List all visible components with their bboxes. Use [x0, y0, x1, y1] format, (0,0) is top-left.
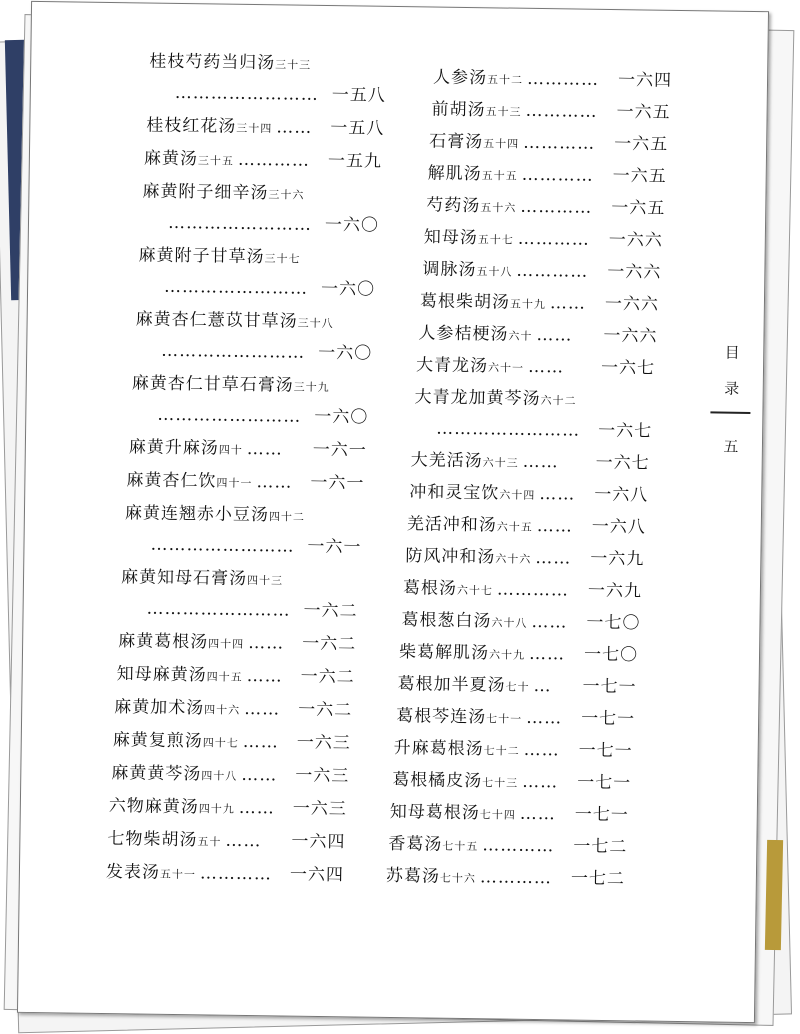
- toc-leader-dots: …………: [199, 863, 273, 885]
- toc-entry: [407, 514, 533, 538]
- toc-leader-dots: ……………………: [167, 212, 313, 235]
- toc-page-number: 一六五: [612, 166, 667, 187]
- toc-entry-title: 知母葛根汤: [389, 801, 480, 824]
- toc-entry-number: 三十三: [275, 58, 312, 72]
- toc-entry-title: 葛根葱白汤: [401, 610, 492, 632]
- toc-leader-dots: ……: [241, 764, 278, 786]
- toc-entry: [149, 52, 311, 76]
- toc-entry: [394, 738, 520, 762]
- toc-entry: [429, 131, 519, 154]
- toc-entry-number: 三十八: [297, 316, 334, 331]
- margin-section-title: [717, 338, 748, 404]
- toc-page-number: 一六一: [310, 472, 365, 494]
- toc-leader-dots: ……: [522, 771, 559, 793]
- toc-page-number: 一七一: [574, 804, 629, 826]
- toc-page-number: 一六三: [295, 765, 350, 787]
- toc-page-number: 一七一: [578, 740, 633, 762]
- toc-entry: [125, 503, 305, 528]
- toc-page-number: 一六五: [614, 134, 669, 155]
- toc-leader-dots: ……: [549, 293, 587, 314]
- toc-leader-dots: ……………………: [157, 404, 302, 427]
- toc-leader-dots: ……: [523, 739, 560, 761]
- toc-entry-title: 芍药汤: [426, 195, 481, 217]
- toc-entry: [414, 387, 576, 411]
- toc-entry-number: 七十二: [483, 744, 520, 758]
- toc-leader-dots: ……: [528, 643, 566, 665]
- toc-entry: [114, 697, 240, 721]
- toc-entry-title: 升麻葛根汤: [393, 738, 484, 760]
- toc-page-number: 一六七: [598, 420, 653, 442]
- toc-entry-title: 知母汤: [423, 227, 478, 249]
- toc-entry-title: 桂枝芍药当归汤: [149, 51, 276, 74]
- toc-entry-number: 六十一: [487, 361, 525, 375]
- toc-entry-title: 六物麻黄汤: [108, 796, 199, 818]
- toc-leader-dots: ……: [536, 324, 573, 346]
- toc-page-number: 一六二: [300, 666, 355, 688]
- toc-leader-dots: …………: [516, 260, 589, 282]
- toc-left-column: [32, 2, 392, 886]
- toc-entry-number: 三十七: [264, 252, 301, 266]
- toc-entry-number: 五十九: [509, 297, 547, 312]
- toc-page-number: 一六〇: [320, 278, 376, 300]
- margin-char: 目: [724, 343, 740, 362]
- toc-entry-number: 五十三: [485, 105, 522, 119]
- toc-entry-title: 葛根橘皮汤: [392, 770, 483, 792]
- toc-entry-number: 四十九: [198, 802, 235, 816]
- toc-entry-number: 三十四: [236, 121, 273, 136]
- toc-entry: [422, 259, 512, 282]
- toc-entry-title: 前胡汤: [431, 99, 486, 121]
- toc-page-number: 一六四: [617, 70, 673, 91]
- toc-leader-dots: ……………………: [163, 276, 309, 299]
- toc-entry-title: 人参桔梗汤: [418, 323, 509, 345]
- toc-entry-number: 六十二: [540, 394, 577, 408]
- toc-page-number: 一六七: [600, 357, 656, 379]
- toc-page-number: 一五八: [331, 85, 386, 106]
- toc-entry-number: 七十三: [482, 776, 519, 790]
- toc-page-number: 一六五: [611, 198, 666, 219]
- toc-leader-dots: …: [533, 675, 552, 697]
- toc-entry-title: 麻黄杏仁饮: [126, 470, 217, 492]
- toc-page-number: 一六一: [312, 439, 367, 461]
- toc-entry-number: 四十三: [246, 573, 284, 588]
- toc-page-number: 一六七: [595, 452, 650, 474]
- toc-entry: [113, 730, 239, 754]
- toc-entry: [428, 163, 518, 186]
- toc-leader-dots: ……: [242, 731, 279, 753]
- toc-entry: [144, 148, 234, 171]
- toc-page-number: 一六一: [307, 536, 362, 558]
- toc-leader-dots: ……………………: [436, 418, 581, 441]
- toc-entry-number: 六十五: [496, 520, 533, 534]
- toc-entry-number: 五十四: [483, 137, 520, 151]
- toc-leader-dots: …………: [523, 132, 596, 154]
- toc-entry: [409, 482, 535, 506]
- toc-entry-title: 防风冲和汤: [405, 546, 496, 568]
- toc-entry-title: 葛根汤: [402, 578, 458, 599]
- toc-page-number: 一六九: [587, 580, 643, 602]
- toc-leader-dots: ……: [276, 117, 313, 138]
- toc-leader-dots: …………: [482, 835, 555, 857]
- toc-entry-title: 发表汤: [105, 862, 161, 883]
- toc-leader-dots: ……: [246, 665, 283, 687]
- toc-entry-title: 麻黄复煎汤: [112, 730, 203, 752]
- toc-entry-number: 六十六: [495, 552, 532, 566]
- toc-entry-number: 六十四: [499, 488, 536, 502]
- toc-entry: [392, 770, 518, 794]
- toc-leader-dots: ……………………: [161, 340, 306, 363]
- toc-page-number: 一七一: [577, 772, 632, 794]
- toc-page-number: 一七二: [570, 868, 626, 890]
- toc-entry: [111, 763, 237, 787]
- toc-entry: [397, 674, 529, 698]
- toc-entry-title: 麻黄杏仁甘草石膏汤: [131, 373, 294, 396]
- toc-page-number: 一六〇: [324, 215, 380, 236]
- toc-entry: [106, 862, 196, 885]
- toc-entry-number: 五十七: [477, 233, 514, 247]
- toc-leader-dots: ……: [244, 698, 281, 720]
- toc-entry: [424, 227, 514, 250]
- toc-entry: [416, 355, 524, 379]
- toc-entry: [405, 546, 531, 570]
- toc-entry: [390, 802, 516, 826]
- toc-entry-title: 冲和灵宝饮: [409, 482, 500, 504]
- toc-entry: [401, 610, 527, 634]
- toc-page-number: 一六六: [603, 325, 658, 347]
- toc-entry: [146, 116, 272, 140]
- toc-entry-title: 麻黄升麻汤: [128, 437, 220, 459]
- toc-page-number: 一六二: [302, 633, 357, 655]
- toc-entry-title: 麻黄附子细辛汤: [142, 181, 269, 204]
- toc-entry-title: 解肌汤: [427, 163, 482, 185]
- toc-entry: [132, 373, 330, 398]
- toc-entry-number: 六十九: [488, 648, 526, 662]
- toc-leader-dots: ……: [248, 632, 285, 654]
- toc-entry: [411, 450, 519, 474]
- toc-page-number: 一六六: [607, 261, 662, 283]
- book-page: [17, 1, 769, 1023]
- toc-leader-dots: ……: [256, 472, 293, 493]
- toc-entry-number: 七十一: [486, 712, 523, 726]
- toc-entry: [386, 866, 476, 889]
- toc-entry-number: 六十三: [482, 456, 519, 470]
- toc-entry-number: 五十一: [159, 867, 197, 882]
- toc-entry-number: 七十四: [479, 808, 516, 822]
- toc-leader-dots: ……………………: [146, 598, 291, 621]
- toc-entry: [135, 309, 333, 334]
- toc-entry-title: 桂枝红花汤: [146, 115, 237, 137]
- toc-leader-dots: ……: [536, 516, 573, 537]
- toc-page-number: 一七〇: [586, 612, 641, 634]
- toc-entry-title: 大羌活汤: [410, 450, 483, 472]
- toc-entry-number: 五十五: [481, 169, 518, 183]
- toc-entry-number: 七十六: [439, 871, 476, 886]
- page-number: 五: [723, 437, 739, 456]
- toc-entry-number: 六十八: [491, 616, 528, 630]
- toc-page-number: 一六八: [591, 516, 646, 538]
- toc-page-number: 一五九: [327, 151, 383, 172]
- toc-entry: [107, 829, 221, 853]
- toc-entry-number: 七十: [505, 680, 530, 694]
- toc-entry-title: 葛根加半夏汤: [397, 674, 506, 696]
- toc-leader-dots: …………: [479, 867, 553, 889]
- toc-entry-title: 麻黄黄芩汤: [111, 763, 202, 785]
- toc-leader-dots: …………: [525, 100, 598, 122]
- toc-entry: [126, 470, 252, 494]
- toc-leader-dots: ……: [539, 484, 576, 505]
- toc-entry-title: 大青龙汤: [415, 355, 489, 377]
- toc-entry: [129, 437, 243, 461]
- toc-entry-title: 葛根芩连汤: [396, 706, 487, 728]
- toc-leader-dots: ……: [238, 797, 275, 819]
- toc-page-number: 一五八: [330, 118, 385, 139]
- toc-entry: [109, 796, 235, 820]
- book-cover-edge: [765, 840, 783, 950]
- toc-leader-dots: ……: [535, 547, 572, 569]
- toc-entry-number: 五十八: [476, 265, 513, 279]
- toc-entry: [399, 642, 525, 666]
- toc-entry: [142, 181, 304, 205]
- toc-entry-number: 五十: [197, 835, 222, 849]
- toc-entry-number: 七十五: [442, 839, 479, 854]
- toc-entry: [118, 631, 244, 655]
- toc-page-number: 一六八: [594, 484, 649, 506]
- toc-entry-number: 三十六: [268, 188, 305, 202]
- toc-page-number: 一七一: [582, 676, 637, 698]
- toc-page-number: 一六二: [298, 699, 353, 721]
- toc-leader-dots: …………: [496, 579, 570, 601]
- toc-page-number: 一六六: [608, 229, 663, 251]
- toc-leader-dots: ……: [519, 803, 556, 825]
- toc-entry-title: 羌活冲和汤: [406, 514, 497, 536]
- toc-entry-title: 麻黄附子甘草汤: [138, 245, 265, 268]
- toc-entry-number: 四十四: [208, 637, 245, 651]
- toc-entry-title: 麻黄葛根汤: [118, 631, 209, 653]
- toc-entry: [403, 578, 493, 601]
- toc-leader-dots: …………: [521, 164, 594, 186]
- toc-leader-dots: ……: [531, 611, 568, 633]
- toc-page-number: 一六四: [289, 864, 345, 886]
- toc-entry: [138, 245, 300, 269]
- toc-entry-number: 三十九: [293, 380, 330, 395]
- toc-page-number: 一六四: [291, 831, 346, 853]
- toc-leader-dots: …………: [520, 196, 593, 218]
- toc-page-number: 一六五: [616, 102, 671, 123]
- toc-entry-number: 四十五: [206, 670, 243, 684]
- toc-page-number: 一六九: [590, 548, 645, 570]
- toc-page-number: 一七〇: [583, 644, 639, 666]
- toc-page-number: 一七二: [573, 836, 628, 858]
- toc-entry-number: 四十一: [216, 476, 253, 491]
- toc-entry-title: 大青龙加黄芩汤: [414, 387, 541, 410]
- toc-entry-number: 六十: [508, 329, 533, 343]
- toc-entry-number: 五十六: [480, 201, 517, 215]
- toc-entry: [117, 664, 243, 688]
- toc-entry-number: 四十二: [268, 510, 306, 524]
- toc-entry-number: 六十七: [456, 583, 493, 598]
- toc-page-number: 一六〇: [318, 342, 373, 364]
- toc-entry: [418, 323, 532, 347]
- toc-entry-title: 麻黄加术汤: [114, 697, 205, 719]
- toc-leader-dots: ……………………: [150, 534, 295, 557]
- toc-entry: [431, 100, 521, 123]
- toc-leader-dots: …………: [517, 228, 590, 250]
- toc-entry-title: 石膏汤: [429, 131, 484, 153]
- toc-entry-title: 麻黄汤: [143, 148, 199, 170]
- toc-leader-dots: ……………………: [174, 82, 319, 105]
- toc-leader-dots: ……: [525, 707, 563, 729]
- toc-entry: [396, 706, 522, 730]
- toc-entry: [121, 567, 283, 591]
- toc-leader-dots: ……: [522, 451, 559, 473]
- toc-entry-title: 麻黄杏仁薏苡甘草汤: [135, 309, 298, 332]
- toc-entry-title: 人参汤: [432, 67, 488, 89]
- toc-entry-title: 香葛汤: [388, 833, 443, 855]
- toc-entry: [388, 834, 478, 857]
- toc-page-number: 一七一: [580, 708, 636, 730]
- toc-entry-number: 四十七: [202, 736, 239, 750]
- toc-entry: [420, 291, 546, 315]
- toc-entry-title: 柴葛解肌汤: [398, 642, 490, 664]
- toc-entry-number: 四十六: [204, 703, 241, 717]
- toc-leader-dots: …………: [526, 68, 600, 90]
- toc-leader-dots: ……: [527, 356, 565, 378]
- toc-entry: [433, 68, 523, 91]
- toc-entry-title: 葛根柴胡汤: [419, 291, 511, 313]
- toc-entry: [426, 195, 516, 218]
- toc-entry-title: 麻黄知母石膏汤: [120, 567, 248, 589]
- toc-entry-number: 三十五: [197, 154, 234, 168]
- toc-leader-dots: ……: [225, 830, 262, 852]
- margin-divider: [710, 411, 750, 414]
- toc-leader-dots: ……: [246, 438, 284, 460]
- toc-page-number: 一六六: [604, 293, 660, 315]
- toc-entry-title: 七物柴胡汤: [107, 829, 198, 851]
- toc-entry-number: 四十: [218, 443, 243, 457]
- toc-page-number: 一六二: [303, 600, 358, 622]
- toc-page-number: 一六三: [296, 732, 351, 754]
- toc-page-number: 一六〇: [314, 406, 369, 428]
- toc-leader-dots: …………: [237, 149, 311, 171]
- toc-entry-title: 调脉汤: [422, 259, 477, 281]
- toc-entry-number: 四十八: [201, 769, 238, 783]
- toc-page-number: 一六三: [292, 798, 347, 820]
- margin-char: 录: [724, 379, 740, 398]
- toc-entry-title: 苏葛汤: [385, 865, 441, 887]
- toc-entry-number: 五十二: [486, 73, 524, 87]
- toc-entry-title: 知母麻黄汤: [116, 664, 207, 686]
- toc-entry-title: 麻黄连翘赤小豆汤: [124, 503, 270, 526]
